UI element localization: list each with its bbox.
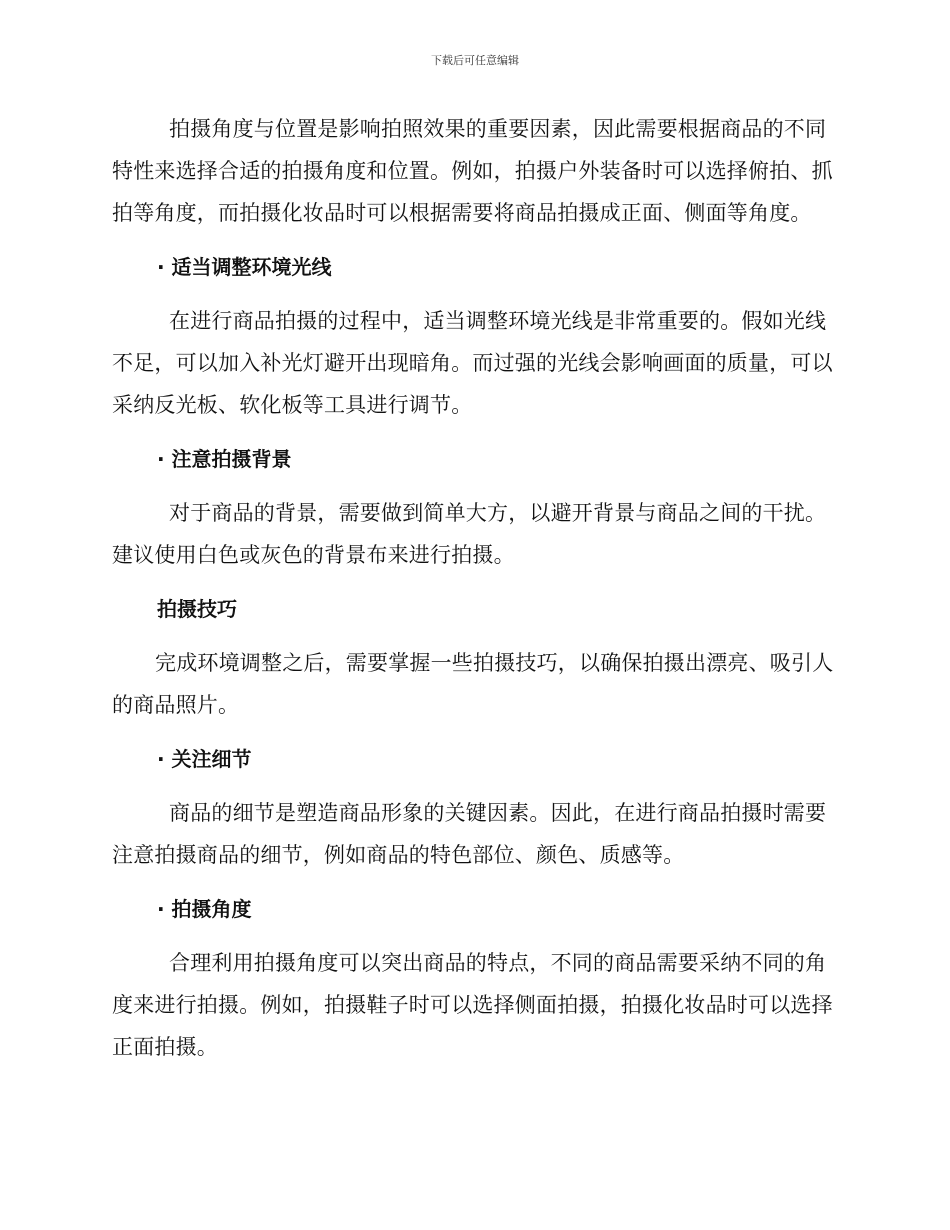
heading-shooting-angle: · 拍摄角度: [157, 897, 252, 921]
heading-background: · 注意拍摄背景: [157, 447, 292, 471]
heading-adjust-lighting: · 适当调整环境光线: [157, 255, 332, 279]
heading-shooting-techniques: 拍摄技巧: [157, 597, 237, 621]
paragraph-shooting-angle: 合理利用拍摄角度可以突出商品的特点，不同的商品需要采纳不同的角度来进行拍摄。例如，拍摄鞋子时可以选择侧面拍摄，拍摄化妆品时可以选择正面拍摄。: [112, 951, 833, 1059]
paragraph-shooting-techniques: 完成环境调整之后，需要掌握一些拍摄技巧，以确保拍摄出漂亮、吸引人的商品照片。: [112, 651, 834, 717]
page-header: 下载后可任意编辑: [431, 54, 519, 67]
heading-details: · 关注细节: [157, 747, 252, 771]
paragraph-adjust-lighting: 在进行商品拍摄的过程中，适当调整环境光线是非常重要的。假如光线不足，可以加入补光灯避开出现暗角。而过强的光线会影响画面的质量，可以采纳反光板、软化板等工具进行调节。: [112, 309, 833, 417]
paragraph-shooting-angle-position: 拍摄角度与位置是影响拍照效果的重要因素，因此需要根据商品的不同特性来选择合适的拍摄角度和位置。例如，拍摄户外装备时可以选择俯拍、抓拍等角度，而拍摄化妆品时可以根据需要将商品拍摄成正面、侧面等角度。: [112, 117, 833, 225]
document-body: [112, 108, 834, 1068]
paragraph-background: 对于商品的背景，需要做到简单大方，以避开背景与商品之间的干扰。建议使用白色或灰色的背景布来进行拍摄。: [112, 501, 827, 567]
paragraph-details: 商品的细节是塑造商品形象的关键因素。因此，在进行商品拍摄时需要注意拍摄商品的细节，例如商品的特色部位、颜色、质感等。: [112, 801, 827, 867]
